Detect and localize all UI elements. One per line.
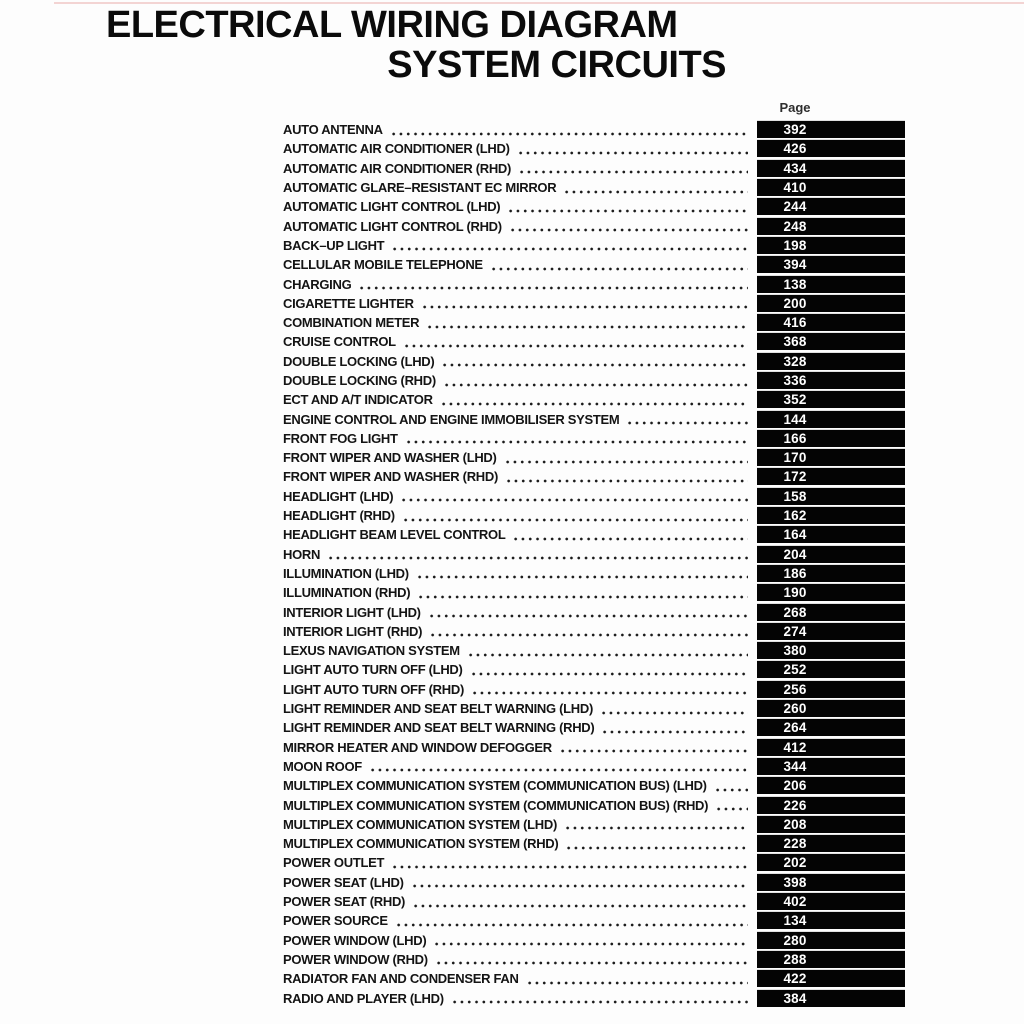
toc-entry-label: AUTOMATIC LIGHT CONTROL (RHD) bbox=[283, 218, 502, 234]
toc-entry-label: ILLUMINATION (LHD) bbox=[283, 565, 409, 581]
toc-entry-label: POWER WINDOW (LHD) bbox=[283, 932, 427, 948]
page-number-box bbox=[757, 218, 905, 235]
toc-entry bbox=[283, 352, 905, 371]
page-number-box bbox=[757, 874, 905, 891]
page-number-box bbox=[757, 816, 905, 833]
toc-entry-label: CELLULAR MOBILE TELEPHONE bbox=[283, 257, 483, 273]
page-number: 252 bbox=[783, 662, 807, 678]
page-number: 172 bbox=[783, 469, 807, 485]
page-number: 398 bbox=[783, 874, 807, 890]
toc-entry bbox=[283, 853, 905, 872]
dot-leader bbox=[715, 807, 748, 811]
page-number: 394 bbox=[783, 257, 807, 273]
title-line-2: SYSTEM CIRCUITS bbox=[387, 44, 726, 86]
toc-entry-label: HEADLIGHT BEAM LEVEL CONTROL bbox=[283, 527, 506, 543]
dot-leader bbox=[411, 884, 748, 888]
toc-entry-label: MULTIPLEX COMMUNICATION SYSTEM (LHD) bbox=[283, 816, 557, 832]
page-number-box bbox=[757, 932, 905, 949]
page-number-box bbox=[757, 912, 905, 929]
page-number-box bbox=[757, 256, 905, 273]
page-number: 138 bbox=[783, 276, 807, 292]
page-number: 202 bbox=[783, 855, 807, 871]
dot-leader bbox=[471, 691, 748, 695]
toc-entry bbox=[283, 313, 905, 332]
toc-entry-label: MULTIPLEX COMMUNICATION SYSTEM (RHD) bbox=[283, 836, 559, 852]
dot-leader bbox=[428, 614, 748, 618]
toc-entry-label: CIGARETTE LIGHTER bbox=[283, 295, 414, 311]
dot-leader bbox=[564, 826, 748, 830]
dot-leader bbox=[526, 981, 748, 985]
page-number-box bbox=[757, 623, 905, 640]
dot-leader bbox=[512, 537, 748, 541]
toc-entry bbox=[283, 371, 905, 390]
page-number: 352 bbox=[783, 392, 807, 408]
page-number: 412 bbox=[783, 739, 807, 755]
page-number: 204 bbox=[783, 546, 807, 562]
dot-leader bbox=[412, 904, 748, 908]
toc-entry-label: AUTOMATIC GLARE–RESISTANT EC MIRROR bbox=[283, 180, 557, 196]
toc-entry-label: FRONT WIPER AND WASHER (LHD) bbox=[283, 450, 497, 466]
toc-entry bbox=[283, 448, 905, 467]
page-number: 434 bbox=[783, 160, 807, 176]
toc-entry bbox=[283, 776, 905, 795]
page-number: 336 bbox=[783, 373, 807, 388]
dot-leader bbox=[600, 711, 748, 715]
page-number: 226 bbox=[783, 797, 807, 813]
page-number-box bbox=[757, 661, 905, 678]
page-number: 368 bbox=[783, 334, 807, 350]
title-line-1: ELECTRICAL WIRING DIAGRAM bbox=[106, 4, 678, 46]
toc-entry bbox=[283, 197, 905, 216]
toc-entry bbox=[283, 583, 905, 602]
toc-entry-label: CRUISE CONTROL bbox=[283, 334, 396, 350]
toc-entry-label: FRONT WIPER AND WASHER (RHD) bbox=[283, 469, 498, 485]
page-number: 162 bbox=[783, 508, 807, 524]
toc-entry bbox=[283, 429, 905, 448]
dot-leader bbox=[433, 942, 748, 946]
toc-entry-label: MULTIPLEX COMMUNICATION SYSTEM (COMMUNICATION BUS) (RHD) bbox=[283, 797, 709, 813]
toc-entry bbox=[283, 390, 905, 409]
toc-entry-label: DOUBLE LOCKING (RHD) bbox=[283, 373, 436, 388]
dot-leader bbox=[714, 788, 748, 792]
toc-entry bbox=[283, 236, 905, 255]
page-number-box bbox=[757, 835, 905, 852]
dot-leader bbox=[421, 305, 748, 309]
page-number: 274 bbox=[783, 623, 807, 639]
toc-entry bbox=[283, 178, 905, 197]
toc-entry bbox=[283, 815, 905, 834]
toc-entry bbox=[283, 873, 905, 892]
page-column-header: Page bbox=[779, 100, 811, 115]
page-number: 426 bbox=[783, 141, 807, 157]
dot-leader bbox=[327, 556, 748, 560]
toc-entry bbox=[283, 525, 905, 544]
page-number-box bbox=[757, 546, 905, 563]
page-number: 170 bbox=[783, 450, 807, 466]
page-number-box bbox=[757, 333, 905, 350]
page-number-box bbox=[757, 488, 905, 505]
toc-entry bbox=[283, 120, 905, 139]
toc-entry-label: DOUBLE LOCKING (LHD) bbox=[283, 353, 435, 369]
toc-entry bbox=[283, 834, 905, 853]
page-number-box bbox=[757, 237, 905, 254]
toc-entry bbox=[283, 911, 905, 930]
dot-leader bbox=[369, 768, 748, 772]
page-number-box bbox=[757, 797, 905, 814]
toc-entry-label: HEADLIGHT (RHD) bbox=[283, 508, 395, 524]
toc-entry bbox=[283, 660, 905, 679]
dot-leader bbox=[451, 1000, 748, 1004]
toc-entry-label: INTERIOR LIGHT (LHD) bbox=[283, 604, 421, 620]
toc-entry bbox=[283, 699, 905, 718]
page-number-box bbox=[757, 951, 905, 968]
page-number-box bbox=[757, 565, 905, 582]
page-number-box bbox=[757, 276, 905, 293]
dot-leader bbox=[601, 730, 748, 734]
dot-leader bbox=[470, 672, 748, 676]
page-number-box bbox=[757, 970, 905, 987]
toc-entry bbox=[283, 467, 905, 486]
page-number-box bbox=[757, 430, 905, 447]
page-number: 158 bbox=[783, 488, 807, 504]
page-number-box bbox=[757, 719, 905, 736]
toc-entry bbox=[283, 738, 905, 757]
toc-entry-label: FRONT FOG LIGHT bbox=[283, 430, 398, 446]
page-number: 228 bbox=[783, 836, 807, 852]
page-title bbox=[106, 5, 734, 85]
page-number: 328 bbox=[783, 353, 807, 369]
page-number: 190 bbox=[783, 585, 807, 601]
toc-entry bbox=[283, 680, 905, 699]
toc-entry bbox=[283, 757, 905, 776]
toc-entry bbox=[283, 294, 905, 313]
page-number-box bbox=[757, 140, 905, 157]
page-number: 280 bbox=[783, 932, 807, 948]
page-number: 166 bbox=[783, 430, 807, 446]
toc-entry-label: POWER WINDOW (RHD) bbox=[283, 951, 428, 967]
toc-entry-label: AUTOMATIC LIGHT CONTROL (LHD) bbox=[283, 199, 501, 215]
page-number-box bbox=[757, 198, 905, 215]
toc-entry-label: AUTOMATIC AIR CONDITIONER (RHD) bbox=[283, 160, 512, 176]
toc-entry-label: MOON ROOF bbox=[283, 758, 362, 774]
toc-entry-label: RADIATOR FAN AND CONDENSER FAN bbox=[283, 971, 519, 987]
page-number-box bbox=[757, 854, 905, 871]
toc-entry-label: MIRROR HEATER AND WINDOW DEFOGGER bbox=[283, 739, 552, 755]
page-number-box bbox=[757, 179, 905, 196]
toc-entry bbox=[283, 988, 905, 1007]
dot-leader bbox=[626, 421, 748, 425]
page-number-box bbox=[757, 295, 905, 312]
dot-leader bbox=[509, 228, 748, 232]
dot-leader bbox=[563, 190, 748, 194]
dot-leader bbox=[504, 460, 748, 464]
page-number: 260 bbox=[783, 701, 807, 717]
page-number: 164 bbox=[783, 527, 807, 543]
page-number: 244 bbox=[783, 199, 807, 215]
page-number: 422 bbox=[783, 971, 807, 987]
toc-entry bbox=[283, 139, 905, 158]
page-number: 248 bbox=[783, 218, 807, 234]
toc-entry-label: BACK–UP LIGHT bbox=[283, 237, 385, 253]
page-number: 206 bbox=[783, 778, 807, 794]
dot-leader bbox=[435, 961, 748, 965]
dot-leader bbox=[507, 209, 748, 213]
page-number-box bbox=[757, 758, 905, 775]
page-number: 410 bbox=[783, 180, 807, 196]
toc-entry bbox=[283, 795, 905, 814]
page-number: 288 bbox=[783, 951, 807, 967]
page-number: 198 bbox=[783, 237, 807, 253]
toc-entry bbox=[283, 506, 905, 525]
dot-leader bbox=[390, 132, 748, 136]
toc-entry bbox=[283, 892, 905, 911]
toc-entry-label: POWER OUTLET bbox=[283, 855, 385, 871]
page-number-box bbox=[757, 449, 905, 466]
toc-entry-label: LIGHT REMINDER AND SEAT BELT WARNING (RHD) bbox=[283, 720, 595, 736]
toc-entry bbox=[283, 216, 905, 235]
page-number-box bbox=[757, 681, 905, 698]
toc-list bbox=[283, 120, 905, 1008]
toc-entry-label: ENGINE CONTROL AND ENGINE IMMOBILISER SYSTEM bbox=[283, 411, 620, 427]
dot-leader bbox=[490, 267, 748, 271]
toc-entry-label: COMBINATION METER bbox=[283, 315, 420, 331]
page-number: 144 bbox=[783, 411, 807, 427]
dot-leader bbox=[417, 595, 748, 599]
toc-entry bbox=[283, 487, 905, 506]
toc-entry bbox=[283, 545, 905, 564]
toc-entry bbox=[283, 950, 905, 969]
dot-leader bbox=[358, 286, 748, 290]
toc-entry bbox=[283, 159, 905, 178]
dot-leader bbox=[403, 344, 748, 348]
page-number-box bbox=[757, 739, 905, 756]
dot-leader bbox=[443, 383, 748, 387]
dot-leader bbox=[518, 170, 748, 174]
toc-entry-label: AUTO ANTENNA bbox=[283, 122, 383, 138]
page-number: 344 bbox=[783, 758, 807, 774]
page-number-box bbox=[757, 700, 905, 717]
toc-entry bbox=[283, 718, 905, 737]
toc-entry-label: LIGHT AUTO TURN OFF (LHD) bbox=[283, 662, 463, 678]
toc-entry bbox=[283, 622, 905, 641]
dot-leader bbox=[400, 498, 748, 502]
page-number-box bbox=[757, 642, 905, 659]
page-number-box bbox=[757, 990, 905, 1007]
page-number-box bbox=[757, 391, 905, 408]
page-number: 416 bbox=[783, 315, 807, 331]
page-number-box bbox=[757, 411, 905, 428]
dot-leader bbox=[440, 402, 748, 406]
page-number-box bbox=[757, 353, 905, 370]
toc-entry-label: AUTOMATIC AIR CONDITIONER (LHD) bbox=[283, 141, 510, 157]
toc-entry-label: LIGHT REMINDER AND SEAT BELT WARNING (LHD) bbox=[283, 701, 593, 717]
dot-leader bbox=[505, 479, 748, 483]
toc-entry bbox=[283, 930, 905, 949]
page-number: 392 bbox=[783, 122, 807, 138]
page-number-box bbox=[757, 314, 905, 331]
dot-leader bbox=[517, 151, 748, 155]
toc-entry-label: ILLUMINATION (RHD) bbox=[283, 585, 411, 601]
dot-leader bbox=[429, 633, 748, 637]
toc-entry-label: POWER SEAT (RHD) bbox=[283, 894, 406, 910]
toc-entry-label: POWER SEAT (LHD) bbox=[283, 874, 404, 890]
page-number-box bbox=[757, 468, 905, 485]
toc-entry-label: MULTIPLEX COMMUNICATION SYSTEM (COMMUNICATION BUS) (LHD) bbox=[283, 778, 707, 794]
page-number-box bbox=[757, 160, 905, 177]
dot-leader bbox=[402, 518, 748, 522]
dot-leader bbox=[559, 749, 748, 753]
dot-leader bbox=[467, 653, 748, 657]
page-number: 402 bbox=[783, 894, 807, 910]
page-number: 208 bbox=[783, 816, 807, 832]
page-number-box bbox=[757, 893, 905, 910]
page-number-box bbox=[757, 777, 905, 794]
dot-leader bbox=[405, 440, 748, 444]
dot-leader bbox=[426, 325, 748, 329]
dot-leader bbox=[441, 363, 748, 367]
toc-entry-label: RADIO AND PLAYER (LHD) bbox=[283, 990, 444, 1006]
page-number-box bbox=[757, 372, 905, 389]
page-number: 384 bbox=[783, 990, 807, 1006]
dot-leader bbox=[565, 846, 748, 850]
dot-leader bbox=[416, 575, 748, 579]
page-number-box bbox=[757, 526, 905, 543]
page-number-box bbox=[757, 584, 905, 601]
toc-entry-label: LEXUS NAVIGATION SYSTEM bbox=[283, 643, 460, 659]
toc-entry-label: LIGHT AUTO TURN OFF (RHD) bbox=[283, 681, 464, 697]
toc-entry bbox=[283, 602, 905, 621]
page-number: 380 bbox=[783, 643, 807, 659]
page-number: 264 bbox=[783, 720, 807, 736]
page-number: 134 bbox=[783, 913, 807, 929]
toc-entry-label: CHARGING bbox=[283, 276, 352, 292]
page-number-box bbox=[757, 507, 905, 524]
toc-entry bbox=[283, 564, 905, 583]
dot-leader bbox=[391, 247, 748, 251]
toc-entry bbox=[283, 332, 905, 351]
dot-leader bbox=[395, 923, 748, 927]
toc-entry bbox=[283, 274, 905, 293]
toc-entry-label: INTERIOR LIGHT (RHD) bbox=[283, 623, 423, 639]
toc-entry-label: POWER SOURCE bbox=[283, 913, 388, 929]
page-number: 256 bbox=[783, 681, 807, 697]
page-number: 186 bbox=[783, 565, 807, 581]
toc-entry bbox=[283, 409, 905, 428]
toc-entry bbox=[283, 255, 905, 274]
toc-entry bbox=[283, 969, 905, 988]
page-number-box bbox=[757, 604, 905, 621]
dot-leader bbox=[391, 865, 748, 869]
page-number: 268 bbox=[783, 604, 807, 620]
toc-entry-label: ECT AND A/T INDICATOR bbox=[283, 392, 433, 408]
toc-entry-label: HEADLIGHT (LHD) bbox=[283, 488, 394, 504]
toc-entry-label: HORN bbox=[283, 546, 321, 562]
page-number: 200 bbox=[783, 295, 807, 311]
toc-entry bbox=[283, 641, 905, 660]
page-number-box bbox=[757, 121, 905, 138]
